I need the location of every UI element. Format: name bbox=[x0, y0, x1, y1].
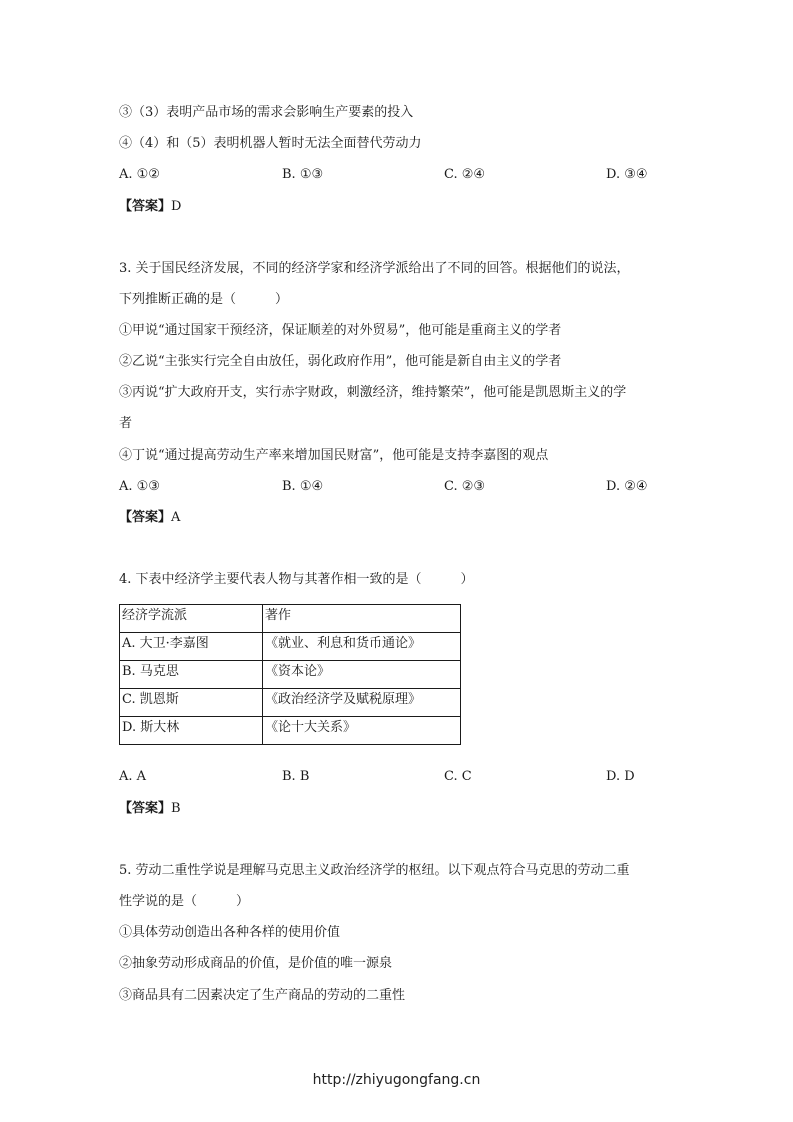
q3-option-a: A. ①③ bbox=[119, 479, 160, 494]
q3-option-d: D. ②④ bbox=[606, 479, 648, 494]
table-cell: C. 凯恩斯 bbox=[120, 689, 263, 717]
q5-statement-3: ③商品具有二因素决定了生产商品的劳动的二重性 bbox=[119, 988, 406, 1003]
table-cell: A. 大卫·李嘉图 bbox=[120, 633, 263, 661]
table-cell: 《就业、利息和货币通论》 bbox=[263, 633, 461, 661]
q4-option-d: D. D bbox=[606, 769, 635, 784]
q4-option-a: A. A bbox=[119, 769, 147, 784]
q4-option-b: B. B bbox=[282, 769, 310, 784]
q2-option-d: D. ③④ bbox=[606, 167, 648, 182]
table-cell: 《政治经济学及赋税原理》 bbox=[263, 689, 461, 717]
table-row bbox=[120, 633, 461, 661]
q2-statement-4: ④（4）和（5）表明机器人暂时无法全面替代劳动力 bbox=[119, 136, 422, 151]
q5-statement-1: ①具体劳动创造出各种各样的使用价值 bbox=[119, 925, 341, 940]
economist-table bbox=[119, 604, 461, 745]
table-row bbox=[120, 661, 461, 689]
table-cell: 《论十大关系》 bbox=[263, 717, 461, 745]
answer-value: A bbox=[171, 510, 181, 525]
q4-answer bbox=[119, 800, 181, 818]
q4-option-c: C. C bbox=[444, 769, 472, 784]
q3-stem-line-1: 3. 关于国民经济发展，不同的经济学家和经济学派给出了不同的回答。根据他们的说法， bbox=[119, 261, 630, 276]
answer-value: D bbox=[171, 199, 182, 214]
q2-option-b: B. ①③ bbox=[282, 167, 324, 182]
q3-statement-1: ①甲说“通过国家干预经济，保证顺差的对外贸易”，他可能是重商主义的学者 bbox=[119, 323, 562, 338]
answer-tag: 【答案】 bbox=[119, 801, 172, 816]
q3-statement-4: ④丁说“通过提高劳动生产率来增加国民财富”，他可能是支持李嘉图的观点 bbox=[119, 448, 549, 463]
answer-value: B bbox=[171, 801, 181, 816]
q3-statement-2: ②乙说“主张实行完全自由放任，弱化政府作用”，他可能是新自由主义的学者 bbox=[119, 354, 562, 369]
q2-option-c: C. ②④ bbox=[444, 167, 486, 182]
q3-statement-3-line-2: 者 bbox=[119, 416, 133, 431]
q3-option-b: B. ①④ bbox=[282, 479, 324, 494]
table-cell: B. 马克思 bbox=[120, 661, 263, 689]
q2-option-a: A. ①② bbox=[119, 167, 160, 182]
table-header-row bbox=[120, 605, 461, 633]
q2-statement-3: ③（3）表明产品市场的需求会影响生产要素的投入 bbox=[119, 105, 414, 120]
table-cell: 《资本论》 bbox=[263, 661, 461, 689]
table-header-cell: 著作 bbox=[263, 605, 461, 633]
q5-statement-2: ②抽象劳动形成商品的价值，是价值的唯一源泉 bbox=[119, 956, 393, 971]
table-cell: D. 斯大林 bbox=[120, 717, 263, 745]
table-row bbox=[120, 689, 461, 717]
q3-option-c: C. ②③ bbox=[444, 479, 486, 494]
table-header-cell: 经济学流派 bbox=[120, 605, 263, 633]
q2-answer bbox=[119, 198, 181, 216]
q3-stem-line-2: 下列推断正确的是（ ） bbox=[119, 292, 289, 307]
answer-tag: 【答案】 bbox=[119, 199, 172, 214]
footer-url: http://zhiyugongfang.cn bbox=[312, 1072, 481, 1088]
q5-stem-line-1: 5. 劳动二重性学说是理解马克思主义政治经济学的枢纽。以下观点符合马克思的劳动二重 bbox=[119, 863, 630, 878]
table-row bbox=[120, 717, 461, 745]
q3-answer bbox=[119, 509, 180, 527]
q5-stem-line-2: 性学说的是（ ） bbox=[119, 894, 250, 909]
q3-statement-3-line-1: ③丙说“扩大政府开支，实行赤字财政，刺激经济，维持繁荣”，他可能是凯恩斯主义的学 bbox=[119, 385, 627, 400]
answer-tag: 【答案】 bbox=[119, 510, 172, 525]
q4-stem: 4. 下表中经济学主要代表人物与其著作相一致的是（ ） bbox=[119, 572, 474, 587]
